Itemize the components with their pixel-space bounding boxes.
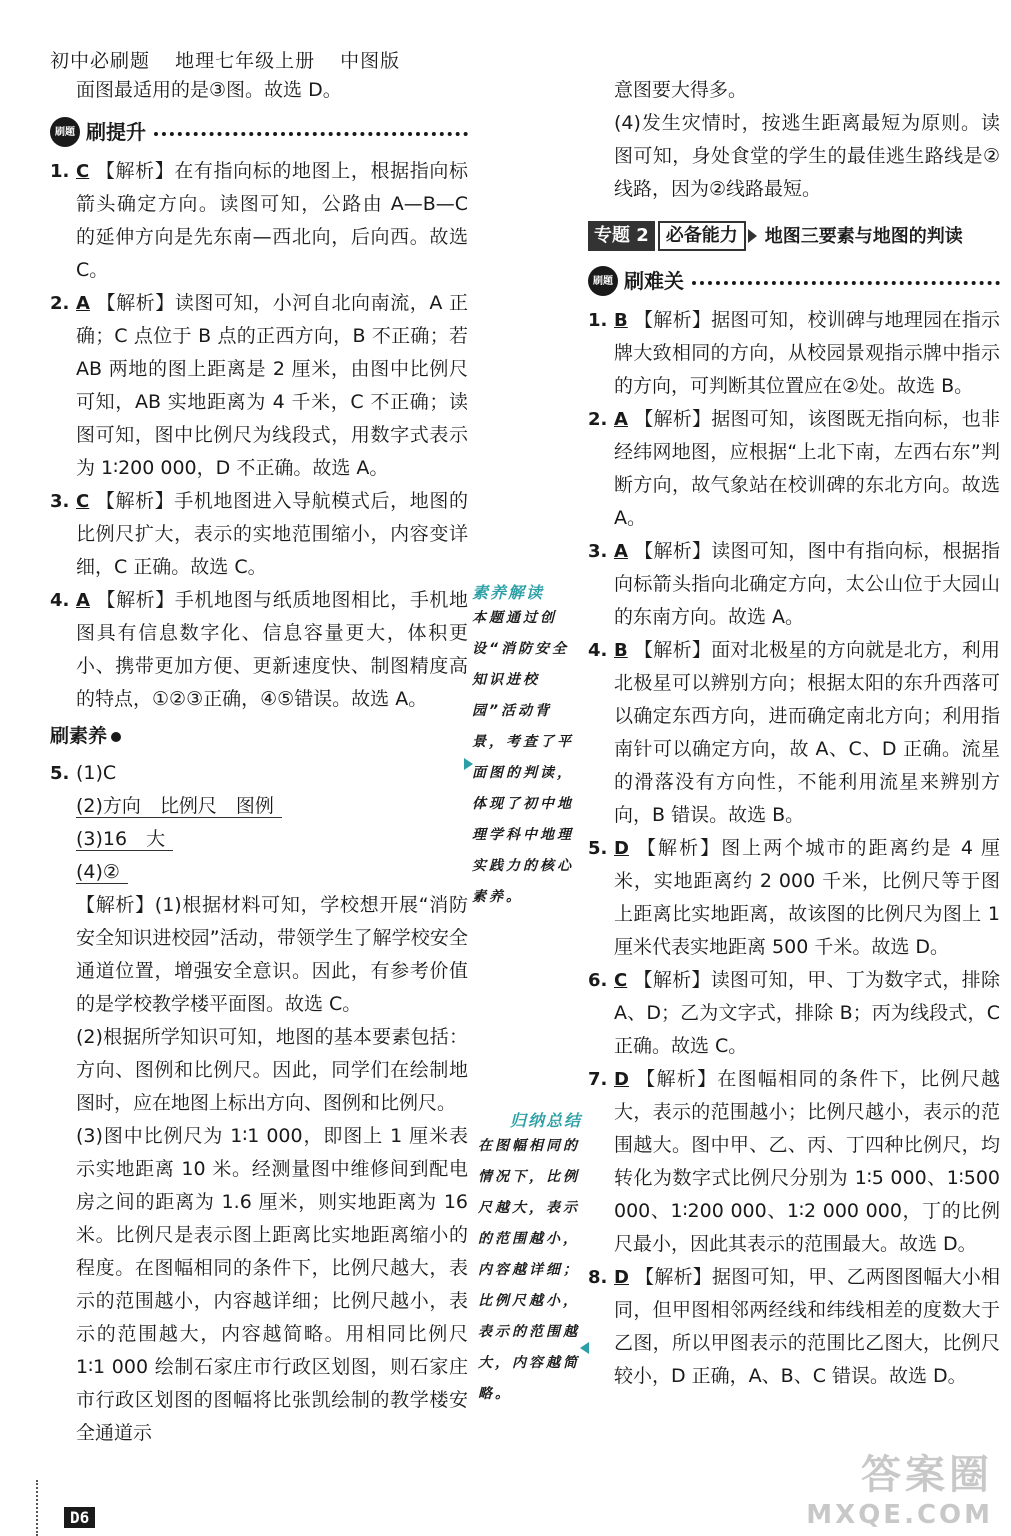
answer-part-2: (2)方向 比例尺 图例 [50,790,468,823]
dot-icon [111,732,121,742]
explanation: 【解析】手机地图进入导航模式后，地图的比例尺扩大，表示的实地范围缩小，内容变详细，C 正确。故选 C。 [76,490,468,578]
arrow-right-icon [748,229,757,243]
question-number: 4. [50,590,70,611]
question-item [50,757,468,790]
answer-letter: B [614,640,628,661]
question-item [588,964,1000,1063]
brush-badge-icon: 刷题 [50,117,80,147]
question-number: 3. [50,491,70,512]
question-number: 1. [588,310,608,331]
answer-letter: D [614,1267,629,1288]
answer-part-4: (4)② [50,856,468,889]
explanation: 【解析】据图可知，甲、乙两图图幅大小相同，但甲图相邻两经线和纬线相差的度数大于乙图，所以甲图表示的范围比乙图大，比例尺较小，D 正确，A、B、C 错误。故选 D。 [614,1266,1000,1387]
section-header-shuanguan [588,262,1000,300]
topic-label: 专题 2 [588,221,655,251]
question-number: 7. [588,1069,608,1090]
section-title: 刷提升 [86,119,146,144]
question-item [50,485,468,584]
question-number: 6. [588,970,608,991]
topic-ability: 必备能力 [658,221,746,251]
question-number: 2. [50,293,70,314]
answer-letter: A [76,590,90,611]
question-number: 4. [588,640,608,661]
answer-letter: A [614,541,628,562]
answer-letter: C [76,491,90,512]
topic-title: 地图三要素与地图的判读 [764,225,963,247]
side-note-body: 在图幅相同的情况下，比例尺越大，表示的范围越小，内容越详细；比例尺越小，表示的范围越大，内容越简略。 [478,1138,580,1402]
side-note-summary [478,1108,582,1410]
explanation: 【解析】手机地图与纸质地图相比，手机地图具有信息数字化、信息容量更大，体积更小、携带更加方便、更新速度快、制图精度高的特点，①②③正确，④⑤错误。故选 A。 [76,589,468,710]
answer-letter: C [614,970,628,991]
answer-letter: C [76,161,90,182]
section-title: 刷难关 [624,268,684,293]
explanation: 【解析】据图可知，该图既无指向标，也非经纬网地图，应根据“上北下南，左西右东”判断方向，故气象站在校训碑的东北方向。故选 A。 [614,408,1000,529]
question-item [588,1261,1000,1393]
intro-text: 面图最适用的是③图。故选 D。 [76,79,342,101]
answer-letter: D [614,1069,629,1090]
question-item [588,535,1000,634]
brush-badge-icon: 刷题 [588,266,618,296]
question-number: 2. [588,409,608,430]
explanation: 【解析】读图可知，甲、丁为数字式，排除 A、D；乙为文字式，排除 B；丙为线段式，C 正确。故选 C。 [614,969,1000,1057]
side-note-title: 归纳总结 [509,1111,582,1130]
question-item [588,634,1000,832]
header-edition: 中图版 [340,50,401,72]
section-header-shuatisheng [50,113,468,151]
explanation-part-4: (4)发生灾情时，按逃生距离最短为原则。读图可知，身处食堂的学生的最佳逃生路线是②线路，因为②线路最短。 [614,112,1000,200]
question-item [588,1063,1000,1261]
topic-banner [588,220,1000,252]
side-note-title: 素养解读 [472,583,545,602]
corner-decoration [36,1480,58,1536]
explanation-part-2: (2)根据所学知识可知，地图的基本要素包括：方向、图例和比例尺。因此，同学们在绘制地图时，应在地图上标出方向、图例和比例尺。 [76,1026,468,1114]
running-header [50,46,418,73]
explanation: 【解析】在图幅相同的条件下，比例尺越大，表示的范围越小；比例尺越小，表示的范围越大。图中甲、乙、丙、丁四种比例尺，均转化为数字式比例尺分别为 1∶5 000、1∶500 000、1∶200 000、1∶2 000 000，丁的比例尺最小，因此其表示的范围最大。故选 D。 [614,1068,1000,1255]
continued-text: 意图要大得多。 [614,79,748,101]
explanation: 【解析】面对北极星的方向就是北方，利用北极星可以辨别方向；根据太阳的东升西落可以确定东西方向，进而确定南北方向；利用指南针可以确定方向，故 A、C、D 正确。流星的滑落没有方向性，不能利用流星来辨别方向，B 错误。故选 B。 [614,639,1000,826]
pointer-right-icon [464,758,473,770]
answer-letter: A [76,293,90,314]
explanation-part-3: (3)图中比例尺为 1∶1 000，即图上 1 厘米表示实地距离 10 米。经测量图中维修间到配电房之间的距离为 1.6 厘米，则实地距离为 16 米。比例尺是表示图上距离比实地距离缩小的程度。在图幅相同的条件下，比例尺越大，表示的范围越小，内容越详细；比例尺越小，表示的范围越大，内容越简略。用相同比例尺 1∶1 000 绘制石家庄市行政区划图，则石家庄市行政区划图的图幅将比张凯绘制的教学楼安全通道示 [76,1125,468,1444]
explanation: 【解析】在有指向标的地图上，根据指向标箭头确定方向。读图可知，公路由 A—B—C 的延伸方向是先东南—西北向，后向西。故选 C。 [76,160,468,281]
question-item [50,155,468,287]
explanation: 【解析】读图可知，图中有指向标，根据指向标箭头指向北确定方向，太公山位于大园山的东南方向。故选 A。 [614,540,1000,628]
dotted-divider [154,132,468,136]
question-number: 3. [588,541,608,562]
watermark-logo: 答案圈 MXQE.COM [806,1452,993,1530]
explanation: 【解析】图上两个城市的距离约是 4 厘米，实地距离约 2 000 千米，比例尺等于图上距离比实地距离，故该图的比例尺为图上 1 厘米代表实地距离 500 千米。故选 D。 [614,837,1000,958]
question-number: 8. [588,1267,608,1288]
answer-part-1: (1)C [76,762,117,784]
question-number: 5. [50,763,70,784]
question-number: 5. [588,838,608,859]
answer-part-3: (3)16 大 [50,823,468,856]
answer-letter: D [614,838,629,859]
question-number: 1. [50,161,70,182]
subsection-title: 刷素养 [50,720,468,753]
left-column [50,74,468,1450]
answer-letter: A [614,409,628,430]
explanation: 【解析】读图可知，小河自北向南流，A 正确；C 点位于 B 点的正西方向，B 不正确；若 AB 两地的图上距离是 2 厘米，由图中比例尺可知，AB 实地距离为 4 千米，C 不正确；读图可知，图中比例尺为线段式，用数字式表示为 1∶200 000，D 不正确。故选 A。 [76,292,468,479]
question-item [588,304,1000,403]
question-item [588,832,1000,964]
dotted-divider [692,281,1000,285]
question-item [588,403,1000,535]
answer-letter: B [614,310,628,331]
header-series: 初中必刷题 [50,50,151,72]
side-note-body: 本题通过创设“消防安全知识进校园”活动背景，考查了平面图的判读，体现了初中地理学科中地理实践力的核心素养。 [472,610,574,905]
question-item [50,584,468,716]
right-column [588,74,1000,1393]
side-note-literacy [472,580,580,913]
header-book: 地理七年级上册 [175,50,316,72]
page-number: D6 [64,1507,95,1528]
explanation-part-1: 【解析】(1)根据材料可知，学校想开展“消防安全知识进校园”活动，带领学生了解学校安全通道位置，增强安全意识。因此，有参考价值的是学校教学楼平面图。故选 C。 [76,894,468,1015]
explanation: 【解析】据图可知，校训碑与地理园在指示牌大致相同的方向，从校园景观指示牌中指示的方向，可判断其位置应在②处。故选 B。 [614,309,1000,397]
question-item [50,287,468,485]
